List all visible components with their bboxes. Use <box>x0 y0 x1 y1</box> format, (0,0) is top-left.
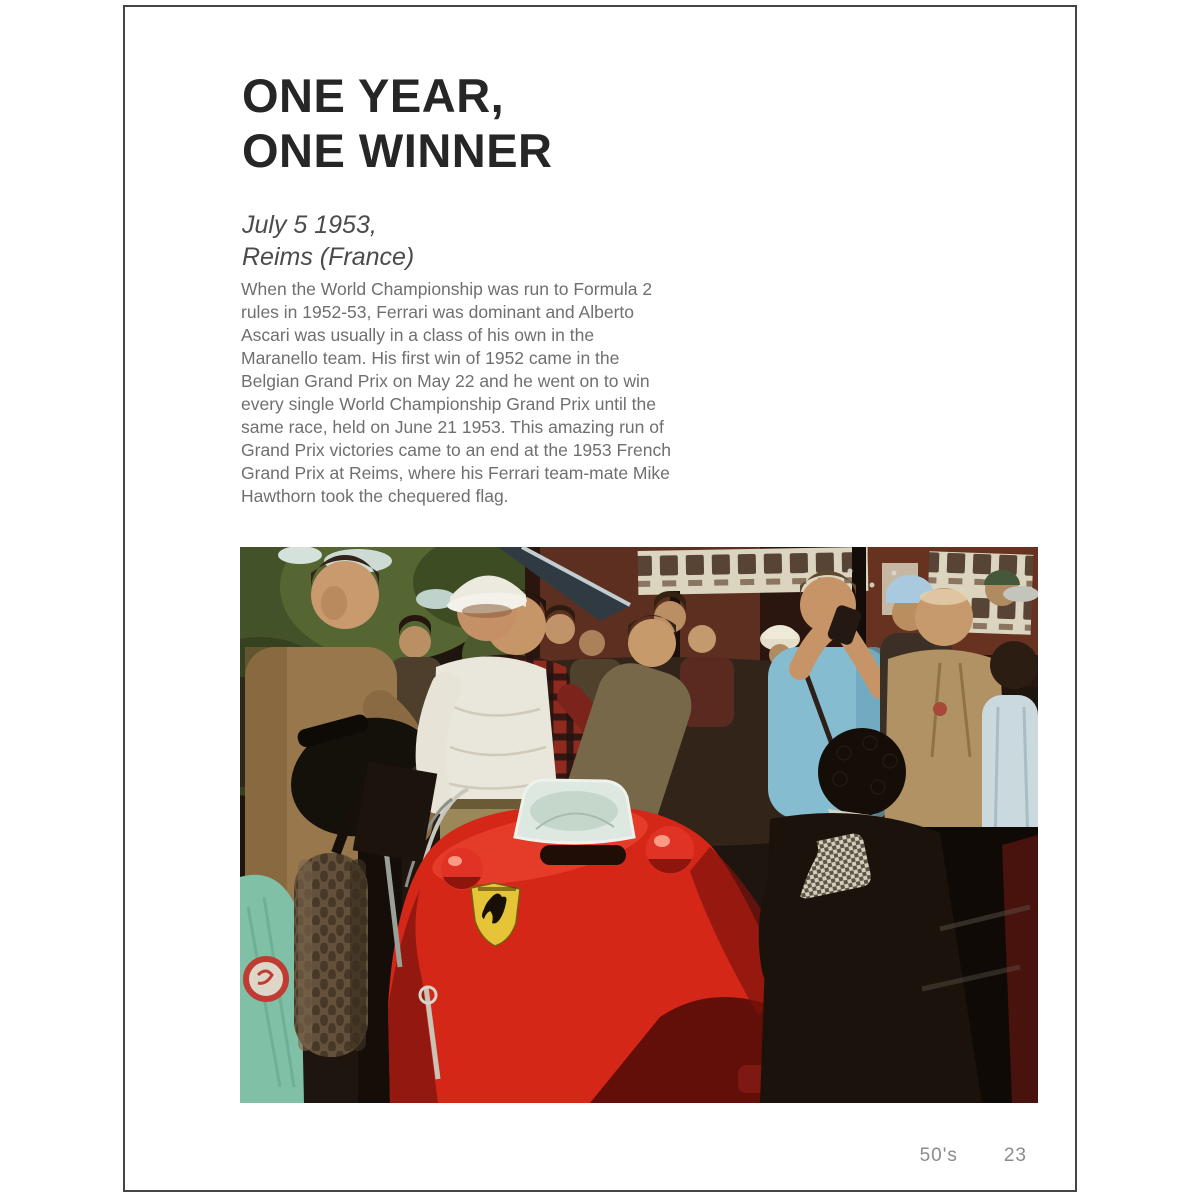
footer-section-label: 50's <box>919 1145 958 1166</box>
dateline-location: Reims (France) <box>242 243 415 271</box>
page-footer <box>920 1145 1027 1167</box>
body-paragraph: When the World Championship was run to Formula 2 rules in 1952-53, Ferrari was dominant and Alberto Ascari was usually in a class of his own in the Maranello team. His first win of 1952 came in the Belgian Grand Prix on May 22 and he went on to win every single World Championship Grand Prix until the same race, held on June 21 1953. This amazing run of Grand Prix victories came to an end at the 1953 French Grand Prix at Reims, where his Ferrari team-mate Mike Hawthorn took the chequered flag. <box>241 279 671 506</box>
photo-illustration <box>240 547 1038 1103</box>
title-line-2: ONE WINNER <box>242 124 553 178</box>
book-page <box>123 5 1077 1192</box>
page-title <box>242 68 553 178</box>
dateline <box>242 209 414 273</box>
dateline-date: July 5 1953, <box>242 211 377 239</box>
photo-ferrari-reims-1953 <box>240 547 1038 1103</box>
title-line-1: ONE YEAR, <box>242 69 505 123</box>
footer-page-number: 23 <box>1003 1145 1027 1166</box>
